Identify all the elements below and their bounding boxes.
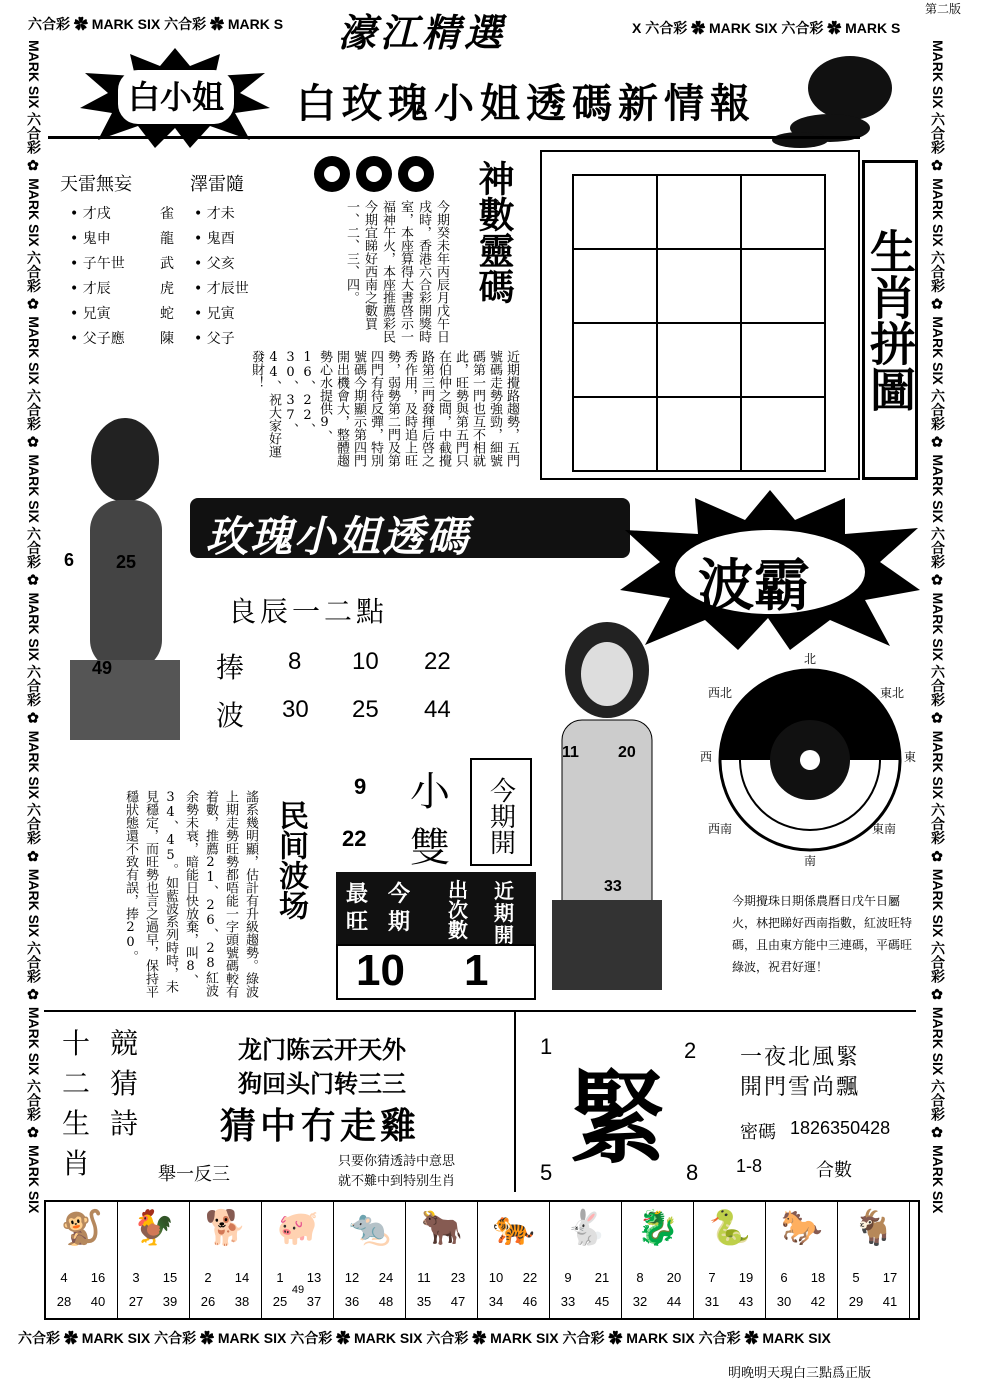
- rose-title: 玫瑰小姐透碼: [206, 512, 471, 561]
- hexagram-mid-char: 虎: [160, 281, 174, 297]
- zodiac-number: 9: [564, 1270, 572, 1285]
- zodiac-number: 17: [882, 1270, 898, 1285]
- zodiac-puzzle-frame: [540, 150, 860, 480]
- zodiac-number: 19: [738, 1270, 754, 1285]
- puzzle-cell: [573, 323, 657, 397]
- hexagram-left-line: • 鬼申: [70, 231, 111, 247]
- poem-line1: 龙门陈云开天外: [238, 1037, 406, 1064]
- stats-label3: 出次數: [448, 878, 468, 942]
- zodiac-cell: [550, 1202, 622, 1320]
- zodiac-number: 48: [378, 1294, 394, 1309]
- zodiac-puzzle-title: 生肖拼圖: [862, 160, 918, 480]
- poem-line3: 猜中冇走雞: [220, 1105, 421, 1147]
- compass-sw: 西南: [708, 822, 733, 836]
- page-title: 濠江精選: [338, 10, 507, 55]
- compass-e: 東: [904, 750, 917, 764]
- tight-sum: 合數: [816, 1160, 852, 1181]
- puzzle-cell: [573, 249, 657, 323]
- chenchen-value: 44: [424, 696, 451, 723]
- chenchen-value: 22: [424, 648, 451, 675]
- hexagram-right-line: • 父子: [194, 331, 235, 347]
- stats-label1: 最旺: [346, 881, 369, 935]
- stats-label2: 今期: [388, 881, 411, 935]
- zodiac-row: [44, 1200, 920, 1320]
- compass-ne: 東北: [880, 686, 905, 700]
- zodiac-number: 31: [704, 1294, 720, 1309]
- tight-line1: 一夜北風緊: [740, 1045, 861, 1070]
- hexagram-mid-char: 龍: [160, 231, 174, 247]
- hexagram-left-line: • 兄寅: [70, 306, 111, 322]
- compass-s: 南: [804, 854, 817, 868]
- zodiac-animal-icon: 🐕: [204, 1208, 248, 1248]
- zodiac-number: 14: [234, 1270, 250, 1285]
- trend-text: 近期攪路趨勢，五門號碼走勢強勁，細號碼第一門也互不相就此，旺勢與第五門只在伯仲之間，中截攪路第三門發揮后啓之秀作用，及時追上旺勢，弱勢第二門及第四門有待反彈，特別號碼今期顯示第四門開出機會大，整體趨勢心水提供9、16、22、30、37、44、祝大家好運發財！: [249, 350, 519, 467]
- puzzle-cell: [573, 175, 657, 249]
- folk-title: [270, 800, 330, 990]
- photo-num-6: 6: [64, 550, 75, 570]
- zodiac-number: 30: [776, 1294, 792, 1309]
- compass: [700, 650, 920, 870]
- zodiac-cell: [694, 1202, 766, 1320]
- hexagram-left-line: • 子午世: [70, 256, 125, 272]
- zodiac-number: 5: [852, 1270, 860, 1285]
- zodiac-number: 38: [234, 1294, 250, 1309]
- page-label: 第二版: [925, 2, 962, 16]
- compass-w: 西: [700, 750, 713, 764]
- tight-code-label: 密碼: [740, 1122, 776, 1143]
- poem-hint: 舉一反三: [158, 1164, 230, 1185]
- tight-n1: 1: [540, 1034, 553, 1059]
- zodiac-number: 32: [632, 1294, 648, 1309]
- zodiac-number: 34: [488, 1294, 504, 1309]
- compass-n: 北: [804, 652, 817, 666]
- footer-strip: 六合彩 ✿ MARK SIX 六合彩 ✿ MARK SIX 六合彩 ✿ MARK SIX 六合彩 ✿ MARK SIX 六合彩 ✿ MARK SIX 六合彩 ✿ MARK SIX: [18, 1330, 831, 1346]
- poem-note1: 只要你猜透詩中意思: [338, 1154, 456, 1169]
- zodiac-number: 21: [594, 1270, 610, 1285]
- photo-num-33: 33: [604, 878, 622, 895]
- zodiac-animal-icon: 🐐: [852, 1208, 896, 1248]
- compass-nw: 西北: [708, 686, 733, 700]
- zodiac-animal-icon: 🐂: [420, 1208, 464, 1248]
- zodiac-number: 1: [276, 1270, 284, 1285]
- zodiac-animal-icon: 🐖: [276, 1208, 320, 1248]
- zodiac-animal-icon: 🐓: [132, 1208, 176, 1248]
- zodiac-number: 29: [848, 1294, 864, 1309]
- puzzle-cell: [741, 397, 825, 471]
- hexagram-mid-char: 武: [160, 256, 174, 272]
- chenchen-value: 8: [288, 648, 302, 675]
- zodiac-number: 18: [810, 1270, 826, 1285]
- zodiac-animal-icon: 🐅: [492, 1208, 536, 1248]
- zodiac-cell: [766, 1202, 838, 1320]
- photo-num-25: 25: [116, 552, 137, 572]
- stats-label4: 近期開: [494, 879, 514, 947]
- zodiac-cell: [478, 1202, 550, 1320]
- kai-label: 今期開: [485, 777, 516, 855]
- hexagram-left-title: 天雷無妄: [60, 174, 132, 195]
- stats-value1: 10: [356, 946, 405, 995]
- photo-num-20: 20: [618, 744, 636, 761]
- zodiac-number: 13: [306, 1270, 322, 1285]
- header-strip-left: 六合彩 ✿ MARK SIX 六合彩 ✿ MARK S: [28, 16, 284, 32]
- zodiac-number: 39: [162, 1294, 178, 1309]
- puzzle-cell: [657, 397, 741, 471]
- puzzle-cell: [657, 249, 741, 323]
- bo-ba-title: 波霸: [698, 553, 810, 619]
- hexagram-mid-char: 蛇: [160, 306, 174, 322]
- hexagram-mid-char: 雀: [160, 206, 174, 222]
- banner-badge-burst: [80, 48, 270, 148]
- chenchen-value: 30: [282, 696, 309, 723]
- zodiac-number: 44: [666, 1294, 682, 1309]
- hexagram-left-line: • 才辰: [70, 281, 111, 297]
- zodiac-number: 35: [416, 1294, 432, 1309]
- tight-char: 緊: [568, 1059, 668, 1177]
- even-label: 雙: [410, 825, 450, 871]
- zodiac-cell: [622, 1202, 694, 1320]
- zodiac-number: 11: [417, 1270, 431, 1285]
- zodiac-cell: [406, 1202, 478, 1320]
- zodiac-cell: [838, 1202, 910, 1320]
- hexagram-right-line: • 才辰世: [194, 281, 249, 297]
- zodiac-cell: [334, 1202, 406, 1320]
- hexagram-right-title: 澤雷隨: [190, 174, 244, 195]
- zodiac-animal-icon: 🐍: [708, 1208, 752, 1248]
- compass-se: 東南: [872, 822, 897, 836]
- folk-title-text: 民间波场: [273, 800, 308, 920]
- banner-title: 白玫瑰小姐透碼新情報: [296, 80, 756, 127]
- chenchen-value: 25: [352, 696, 379, 723]
- poem-note2: 就不難中到特别生肖: [338, 1174, 456, 1189]
- zodiac-cell: [118, 1202, 190, 1320]
- zodiac-number: 33: [560, 1294, 576, 1309]
- zodiac-puzzle-grid: [572, 174, 826, 472]
- tight-n2: 2: [684, 1038, 697, 1063]
- zodiac-number: 24: [378, 1270, 394, 1285]
- zodiac-number: 20: [666, 1270, 682, 1285]
- hexagram-left-line: • 才戌: [70, 206, 111, 222]
- zodiac-cells: [46, 1202, 918, 1322]
- spirit-title: 神數靈碼: [473, 160, 515, 304]
- zodiac-number: 36: [344, 1294, 360, 1309]
- small-n1: 9: [354, 774, 367, 799]
- hexagram-right-line: • 父亥: [194, 256, 235, 272]
- chenchen-title: 良辰一二點: [228, 595, 389, 628]
- poem-divider: [514, 1012, 516, 1192]
- zodiac-number: 49: [291, 1284, 305, 1296]
- footer-note: 明晚明天現白三點爲正版: [728, 1366, 872, 1381]
- zodiac-number: 8: [636, 1270, 644, 1285]
- zodiac-number: 25: [272, 1294, 288, 1309]
- zodiac-number: 12: [344, 1270, 360, 1285]
- zodiac-number: 26: [200, 1294, 216, 1309]
- photo-num-11: 11: [562, 744, 579, 761]
- side-strip-left: MARK SIX 六合彩 ✿ MARK SIX 六合彩 ✿ MARK SIX 六合彩 ✿ MARK SIX 六合彩 ✿ MARK SIX 六合彩 ✿ MARK SIX 六合彩 ✿ MARK SIX 六合彩 ✿ MARK SIX 六合彩 ✿ MARK SIX: [26, 40, 42, 1214]
- hexagram-right-line: • 兄寅: [194, 306, 235, 322]
- zodiac-number: 28: [56, 1294, 72, 1309]
- puzzle-cell: [741, 249, 825, 323]
- hexagram-mid-char: 陳: [160, 331, 174, 347]
- chenchen-row1-label: 捧: [216, 651, 245, 684]
- compass-text: 今期攪珠日期係農曆日戊午日屬火，林把睇好西南指數，紅波旺特碼，且由東方能中三連碼，平碼旺綠波，祝君好運！: [732, 894, 913, 974]
- rose-icon: [770, 48, 920, 148]
- banner-rule: [48, 136, 860, 139]
- poem-left-col1: 十二生肖: [62, 1027, 91, 1180]
- side-strip-right: MARK SIX 六合彩 ✿ MARK SIX 六合彩 ✿ MARK SIX 六合彩 ✿ MARK SIX 六合彩 ✿ MARK SIX 六合彩 ✿ MARK SIX 六合彩 ✿ MARK SIX 六合彩 ✿ MARK SIX 六合彩 ✿ MARK SIX: [930, 40, 946, 1214]
- zodiac-animal-icon: 🐇: [564, 1208, 608, 1248]
- zodiac-number: 37: [306, 1294, 322, 1309]
- tight-line2: 開門雪尚飄: [740, 1075, 861, 1100]
- puzzle-cell: [741, 175, 825, 249]
- hexagram-section: [60, 170, 280, 347]
- ddd-icons: [310, 152, 440, 196]
- zodiac-number: 15: [162, 1270, 178, 1285]
- banner-badge: 白小姐: [118, 70, 234, 124]
- folk-text: 謠系幾明顯，估計有升級趨勢。綠波上期走勢旺勢都唔能一字頭號碼較有着數，推薦21、26、28紅波余勢未衰，暗能日快放棄，叫8、34、45。如藍波系列時時，未見穩定，而旺勢也言之過早，保持平穩狀態還不致有誤，捧20。: [123, 790, 258, 998]
- zodiac-cell: [190, 1202, 262, 1320]
- hexagram-right-line: • 鬼酉: [194, 231, 235, 247]
- zodiac-number: 6: [780, 1270, 788, 1285]
- hexagram-left-line: • 父子應: [70, 331, 125, 347]
- section-rule: [44, 1010, 916, 1012]
- zodiac-number: 7: [708, 1270, 716, 1285]
- puzzle-cell: [657, 175, 741, 249]
- puzzle-cell: [741, 323, 825, 397]
- zodiac-number: 10: [488, 1270, 504, 1285]
- poem-line2: 狗回头门转三三: [238, 1071, 406, 1098]
- tight-range: 1-8: [736, 1156, 763, 1176]
- poem-left-col2: 競猜詩: [110, 1027, 139, 1140]
- photo-num-49: 49: [92, 658, 113, 678]
- zodiac-number: 3: [132, 1270, 140, 1285]
- zodiac-number: 42: [810, 1294, 826, 1309]
- zodiac-animal-icon: 🐀: [348, 1208, 392, 1248]
- hexagram-right-line: • 才未: [194, 206, 235, 222]
- header-strip-right: X 六合彩 ✿ MARK SIX 六合彩 ✿ MARK S: [632, 20, 901, 36]
- chenchen-row2-label: 波: [216, 699, 245, 732]
- zodiac-number: 41: [882, 1294, 898, 1309]
- zodiac-number: 4: [60, 1270, 68, 1285]
- zodiac-animal-icon: 🐎: [780, 1208, 824, 1248]
- zodiac-number: 22: [522, 1270, 538, 1285]
- tight-code: 1826350428: [790, 1118, 891, 1138]
- zodiac-cell: [46, 1202, 118, 1320]
- kai-box: [470, 758, 532, 866]
- puzzle-cell: [657, 323, 741, 397]
- zodiac-number: 23: [450, 1270, 466, 1285]
- zodiac-number: 43: [738, 1294, 754, 1309]
- stats-value2: 1: [464, 946, 489, 995]
- zodiac-number: 16: [90, 1270, 106, 1285]
- zodiac-cell: [262, 1202, 334, 1320]
- tight-n8: 8: [686, 1160, 699, 1185]
- zodiac-number: 2: [204, 1270, 212, 1285]
- zodiac-number: 45: [594, 1294, 610, 1309]
- zodiac-animal-icon: 🐒: [60, 1208, 104, 1248]
- model-photo-right: [532, 600, 682, 990]
- tight-n5: 5: [540, 1160, 553, 1185]
- small-n2: 22: [342, 826, 367, 851]
- zodiac-number: 47: [450, 1294, 466, 1309]
- chenchen-value: 10: [352, 648, 379, 675]
- small-label: 小: [410, 769, 450, 815]
- zodiac-number: 46: [522, 1294, 538, 1309]
- zodiac-animal-icon: 🐉: [636, 1208, 680, 1248]
- zodiac-number: 27: [128, 1294, 144, 1309]
- spirit-text: 今期癸未年丙辰月戊午日戌時，香港六合彩開獎時室，本座算得大書啓示一福神午火，本座推薦彩民今期宜睇好西南之數買一、二、三、四。: [344, 200, 449, 343]
- puzzle-cell: [573, 397, 657, 471]
- zodiac-number: 40: [90, 1294, 106, 1309]
